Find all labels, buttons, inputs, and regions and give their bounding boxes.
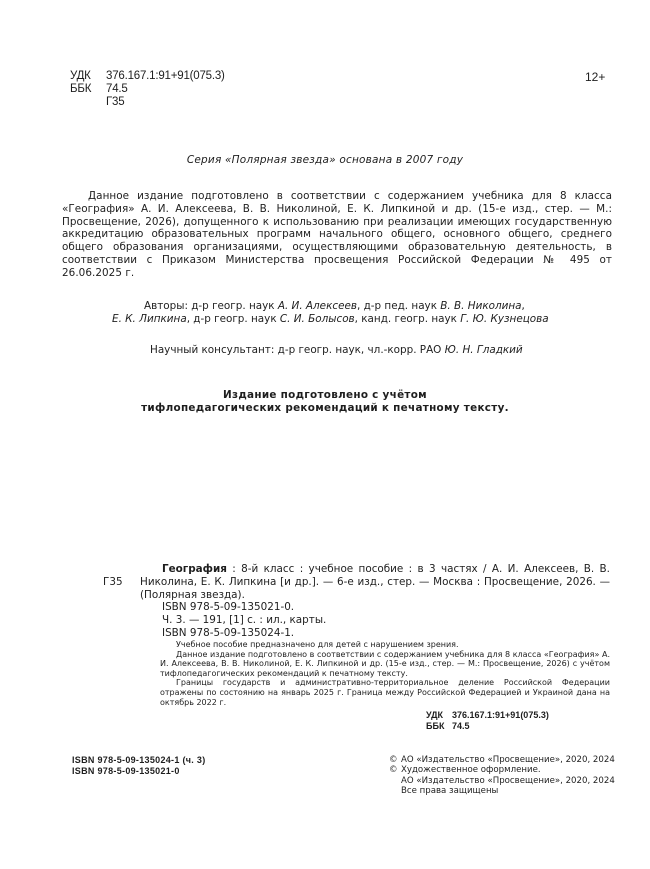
- bbk-value: 74.5: [106, 83, 128, 95]
- age-rating: 12+: [585, 70, 606, 84]
- catalog-code: Г35: [103, 576, 123, 588]
- copyright-icon: ©: [389, 765, 398, 776]
- intro-paragraph: Данное издание подготовлено в соответствии с содержанием учебника для 8 класса «География» А. И. Алексеева, В. В. Николиной, Е. К. Липкиной и др. (15-е изд., стер. — М.: Просвещение, 2026), допущенного к использованию при реализации имеющих государственную аккредитацию образовательных программ начального общего, основного общего, среднего общего образования организациями, осуществляющими образовательную деятельность, в соответствии с Приказом Министерства просвещения Российской Федерации № 495 от 26.06.2025 г.: [62, 190, 612, 279]
- author-name: В. В. Николина: [440, 300, 522, 312]
- part-info: Ч. 3. — 191, [1] с. : ил., карты.: [162, 614, 327, 627]
- bbk-label: ББК: [70, 83, 92, 95]
- copyright-icon: ©: [389, 755, 398, 765]
- isbn-line: ISBN 978-5-09-135021-0.: [162, 601, 295, 614]
- isbn-footer-block: [72, 755, 206, 776]
- author-name: С. И. Болысов: [279, 312, 355, 325]
- authors-prefix: Авторы: д-р геогр. наук: [144, 300, 278, 312]
- annotation-paragraph: Границы государств и административно-территориальное деление Российской Федерации отражены по состоянию на январь 2025 г. Граница между Российской Федерацией и Украиной дана на октябрь 2022 г.: [160, 678, 610, 707]
- udk-header-block: [70, 70, 225, 109]
- bbk-value: 74.5: [452, 720, 470, 731]
- consultant-line: [150, 344, 523, 356]
- author-name: Е. К. Липкина: [112, 312, 187, 325]
- copyright-block: [389, 755, 615, 797]
- isbn-line: ISBN 978-5-09-135021-0: [72, 765, 180, 776]
- copyright-line: АО «Издательство «Просвещение», 2020, 2024: [401, 755, 615, 765]
- annotation-paragraph: Данное издание подготовлено в соответствии с содержанием учебника для 8 класса «География» А. И. Алексеева, В. В. Николиной, Е. К. Липкиной и др. (15-е изд., стер. — М.: Просвещение, 2026) с учётом тифлопедагогических рекомендаций к печатному тексту.: [160, 649, 610, 678]
- udk-value: 376.167.1:91+91(075.3): [106, 70, 225, 82]
- udk-label: УДК: [426, 710, 444, 720]
- copyright-line: Художественное оформление.: [401, 765, 541, 776]
- consultant-prefix: Научный консультант: д-р геогр. наук, чл.-корр. РАО: [150, 344, 445, 356]
- bbk-label: ББК: [426, 720, 445, 731]
- authors-separator: , д-р геогр. наук: [186, 312, 280, 325]
- authors-separator: , канд. геогр. наук: [354, 312, 461, 325]
- udk-value: 376.167.1:91+91(075.3): [452, 710, 549, 720]
- annotation-block: [160, 640, 610, 707]
- authors-separator: , д-р пед. наук: [356, 300, 441, 312]
- isbn-line: ISBN 978-5-09-135024-1.: [162, 626, 295, 639]
- series-line: Серия «Полярная звезда» основана в 2007 году: [186, 154, 464, 166]
- intro-paragraph-block: [62, 190, 612, 280]
- author-mark: Г35: [106, 96, 125, 108]
- annotation-paragraph: Учебное пособие предназначено для детей с нарушением зрения.: [176, 640, 459, 649]
- notice-line: тифлопедагогических рекомендаций к печатному тексту.: [141, 402, 509, 414]
- book-description: : 8-й класс : учебное пособие : в 3 частях / А. И. Алексеев, В. В. Николина, Е. К. Липкина [и др.]. — 6-е изд., стер. — Москва : Просвещение, 2026. — (Полярная звезда).: [140, 563, 610, 601]
- copyright-line: АО «Издательство «Просвещение», 2020, 2024: [401, 775, 615, 786]
- accessibility-notice: [0, 389, 650, 415]
- author-name: А. И. Алексеев: [277, 300, 357, 312]
- author-name: Г. Ю. Кузнецова: [460, 312, 549, 325]
- authors-separator: ,: [521, 300, 525, 312]
- book-title: География: [162, 563, 227, 575]
- udk-label: УДК: [70, 70, 91, 82]
- consultant-name: Ю. Н. Гладкий: [444, 344, 523, 356]
- rights-reserved: Все права защищены: [401, 786, 499, 797]
- authors-block: [112, 300, 612, 326]
- notice-line: Издание подготовлено с учётом: [223, 389, 427, 401]
- bibliographic-record: [140, 563, 610, 640]
- isbn-line: ISBN 978-5-09-135024-1 (ч. 3): [72, 755, 206, 765]
- udk-footer-block: [426, 710, 549, 731]
